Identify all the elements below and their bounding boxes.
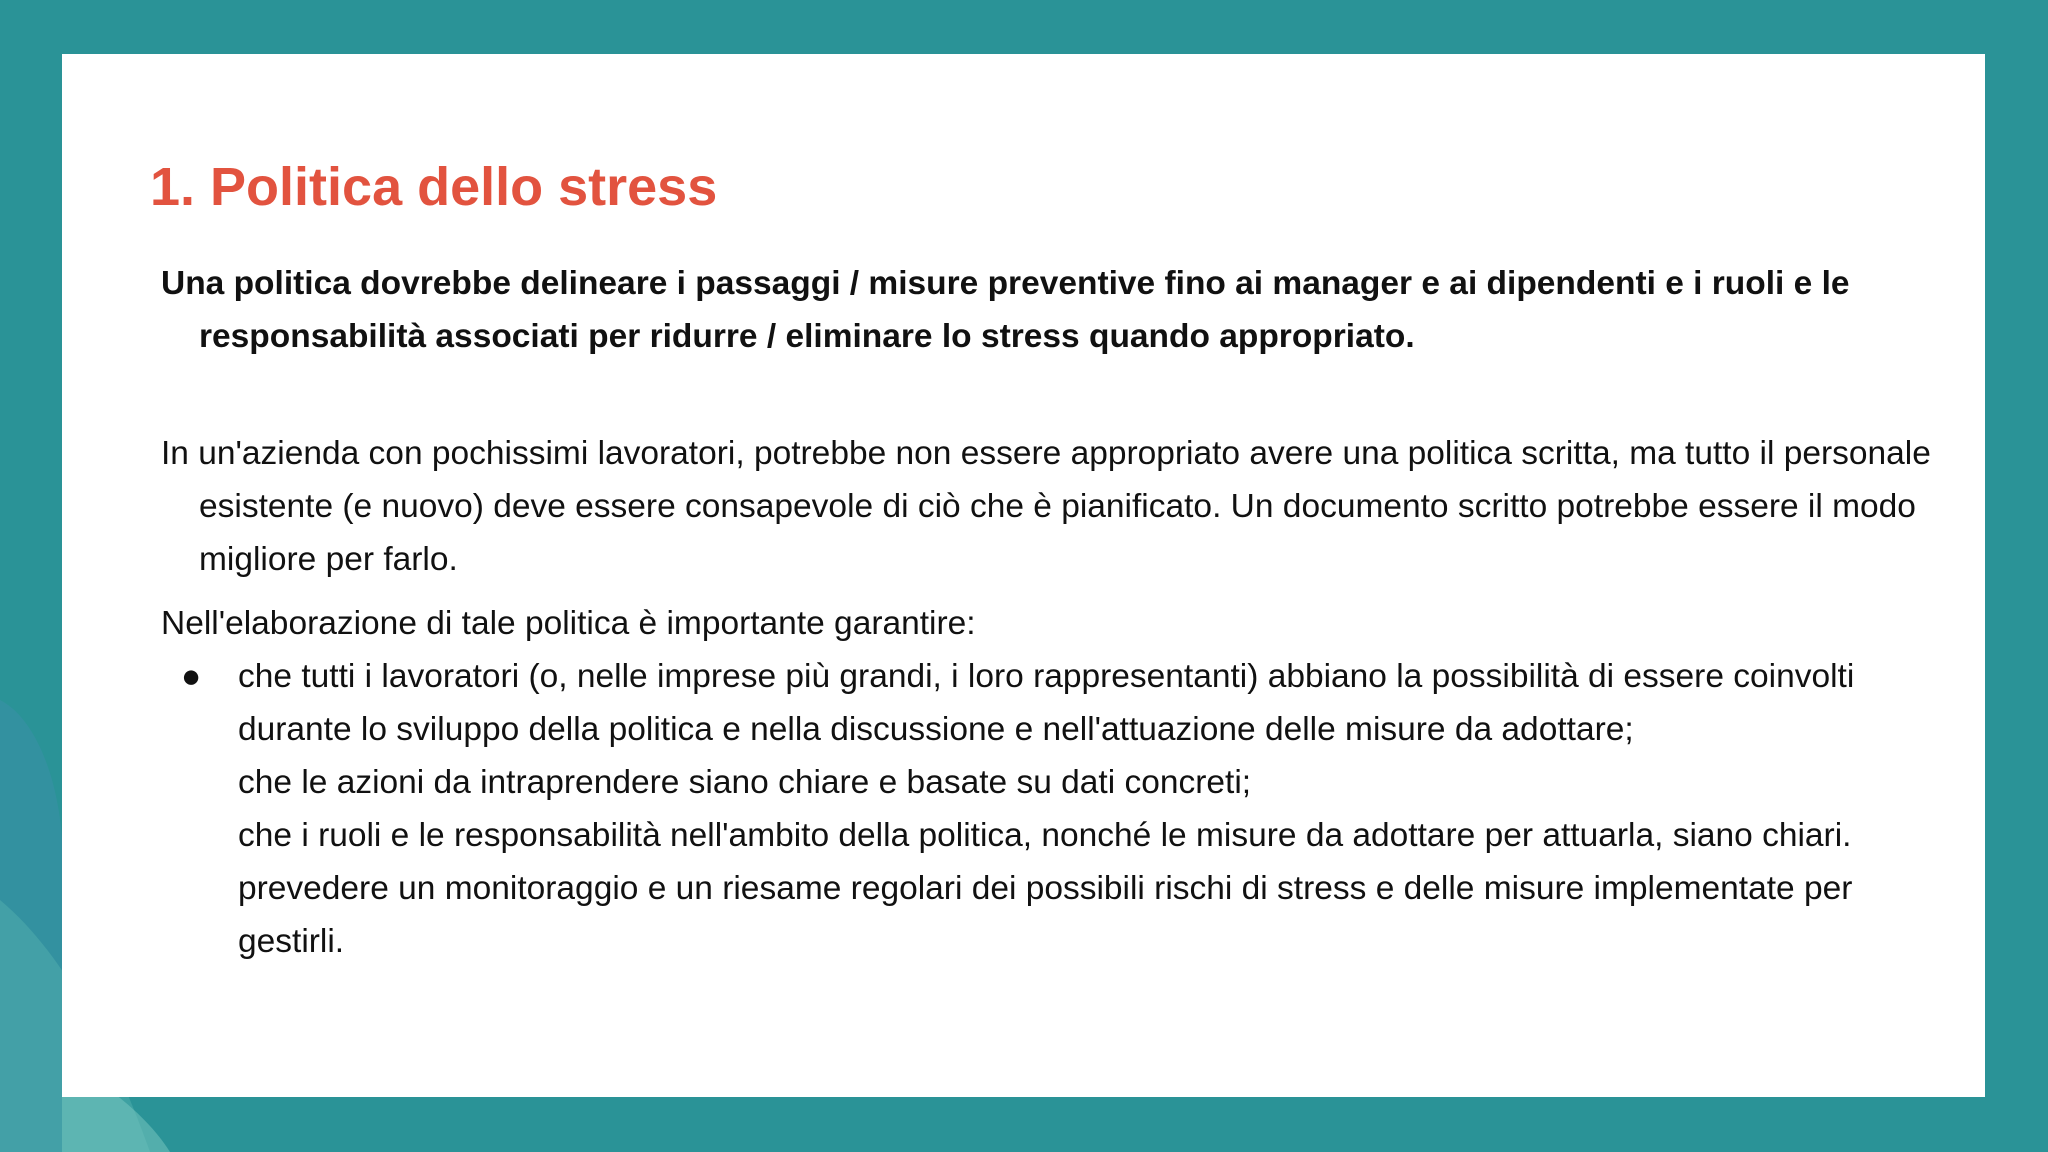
bullet-dot-icon: ● [181, 658, 202, 695]
list-item: che le azioni da intraprendere siano chiare e basate su dati concreti; [238, 764, 1252, 801]
intro-paragraph: Una politica dovrebbe delineare i passaggi / misure preventive fino ai manager e ai dipendenti e i ruoli e le responsabilità associati per ridurre / eliminare lo stress quando appropriato. [161, 265, 1850, 355]
slide-title: 1. Politica dello stress [150, 157, 718, 217]
list-intro: Nell'elaborazione di tale politica è importante garantire: [161, 605, 976, 642]
context-paragraph: In un'azienda con pochissimi lavoratori, potrebbe non essere appropriato avere una politica scritta, ma tutto il personale esistente (e nuovo) deve essere consapevole di ciò che è pianificato. Un documento scritto potrebbe essere il modo migliore per farlo. [161, 435, 1931, 578]
slide-card [62, 54, 1985, 1097]
list-item: che i ruoli e le responsabilità nell'ambito della politica, nonché le misure da adottare per attuarla, siano chiari. [238, 817, 1852, 854]
slide-body [161, 257, 1951, 968]
list-item: che tutti i lavoratori (o, nelle imprese più grandi, i loro rappresentanti) abbiano la possibilità di essere coinvolti durante lo sviluppo della politica e nella discussione e nell'attuazione delle misure da adottare; [238, 658, 1855, 748]
bullet-list [161, 650, 1951, 968]
list-item: prevedere un monitoraggio e un riesame regolari dei possibili rischi di stress e delle misure implementate per gestirli. [238, 870, 1853, 960]
